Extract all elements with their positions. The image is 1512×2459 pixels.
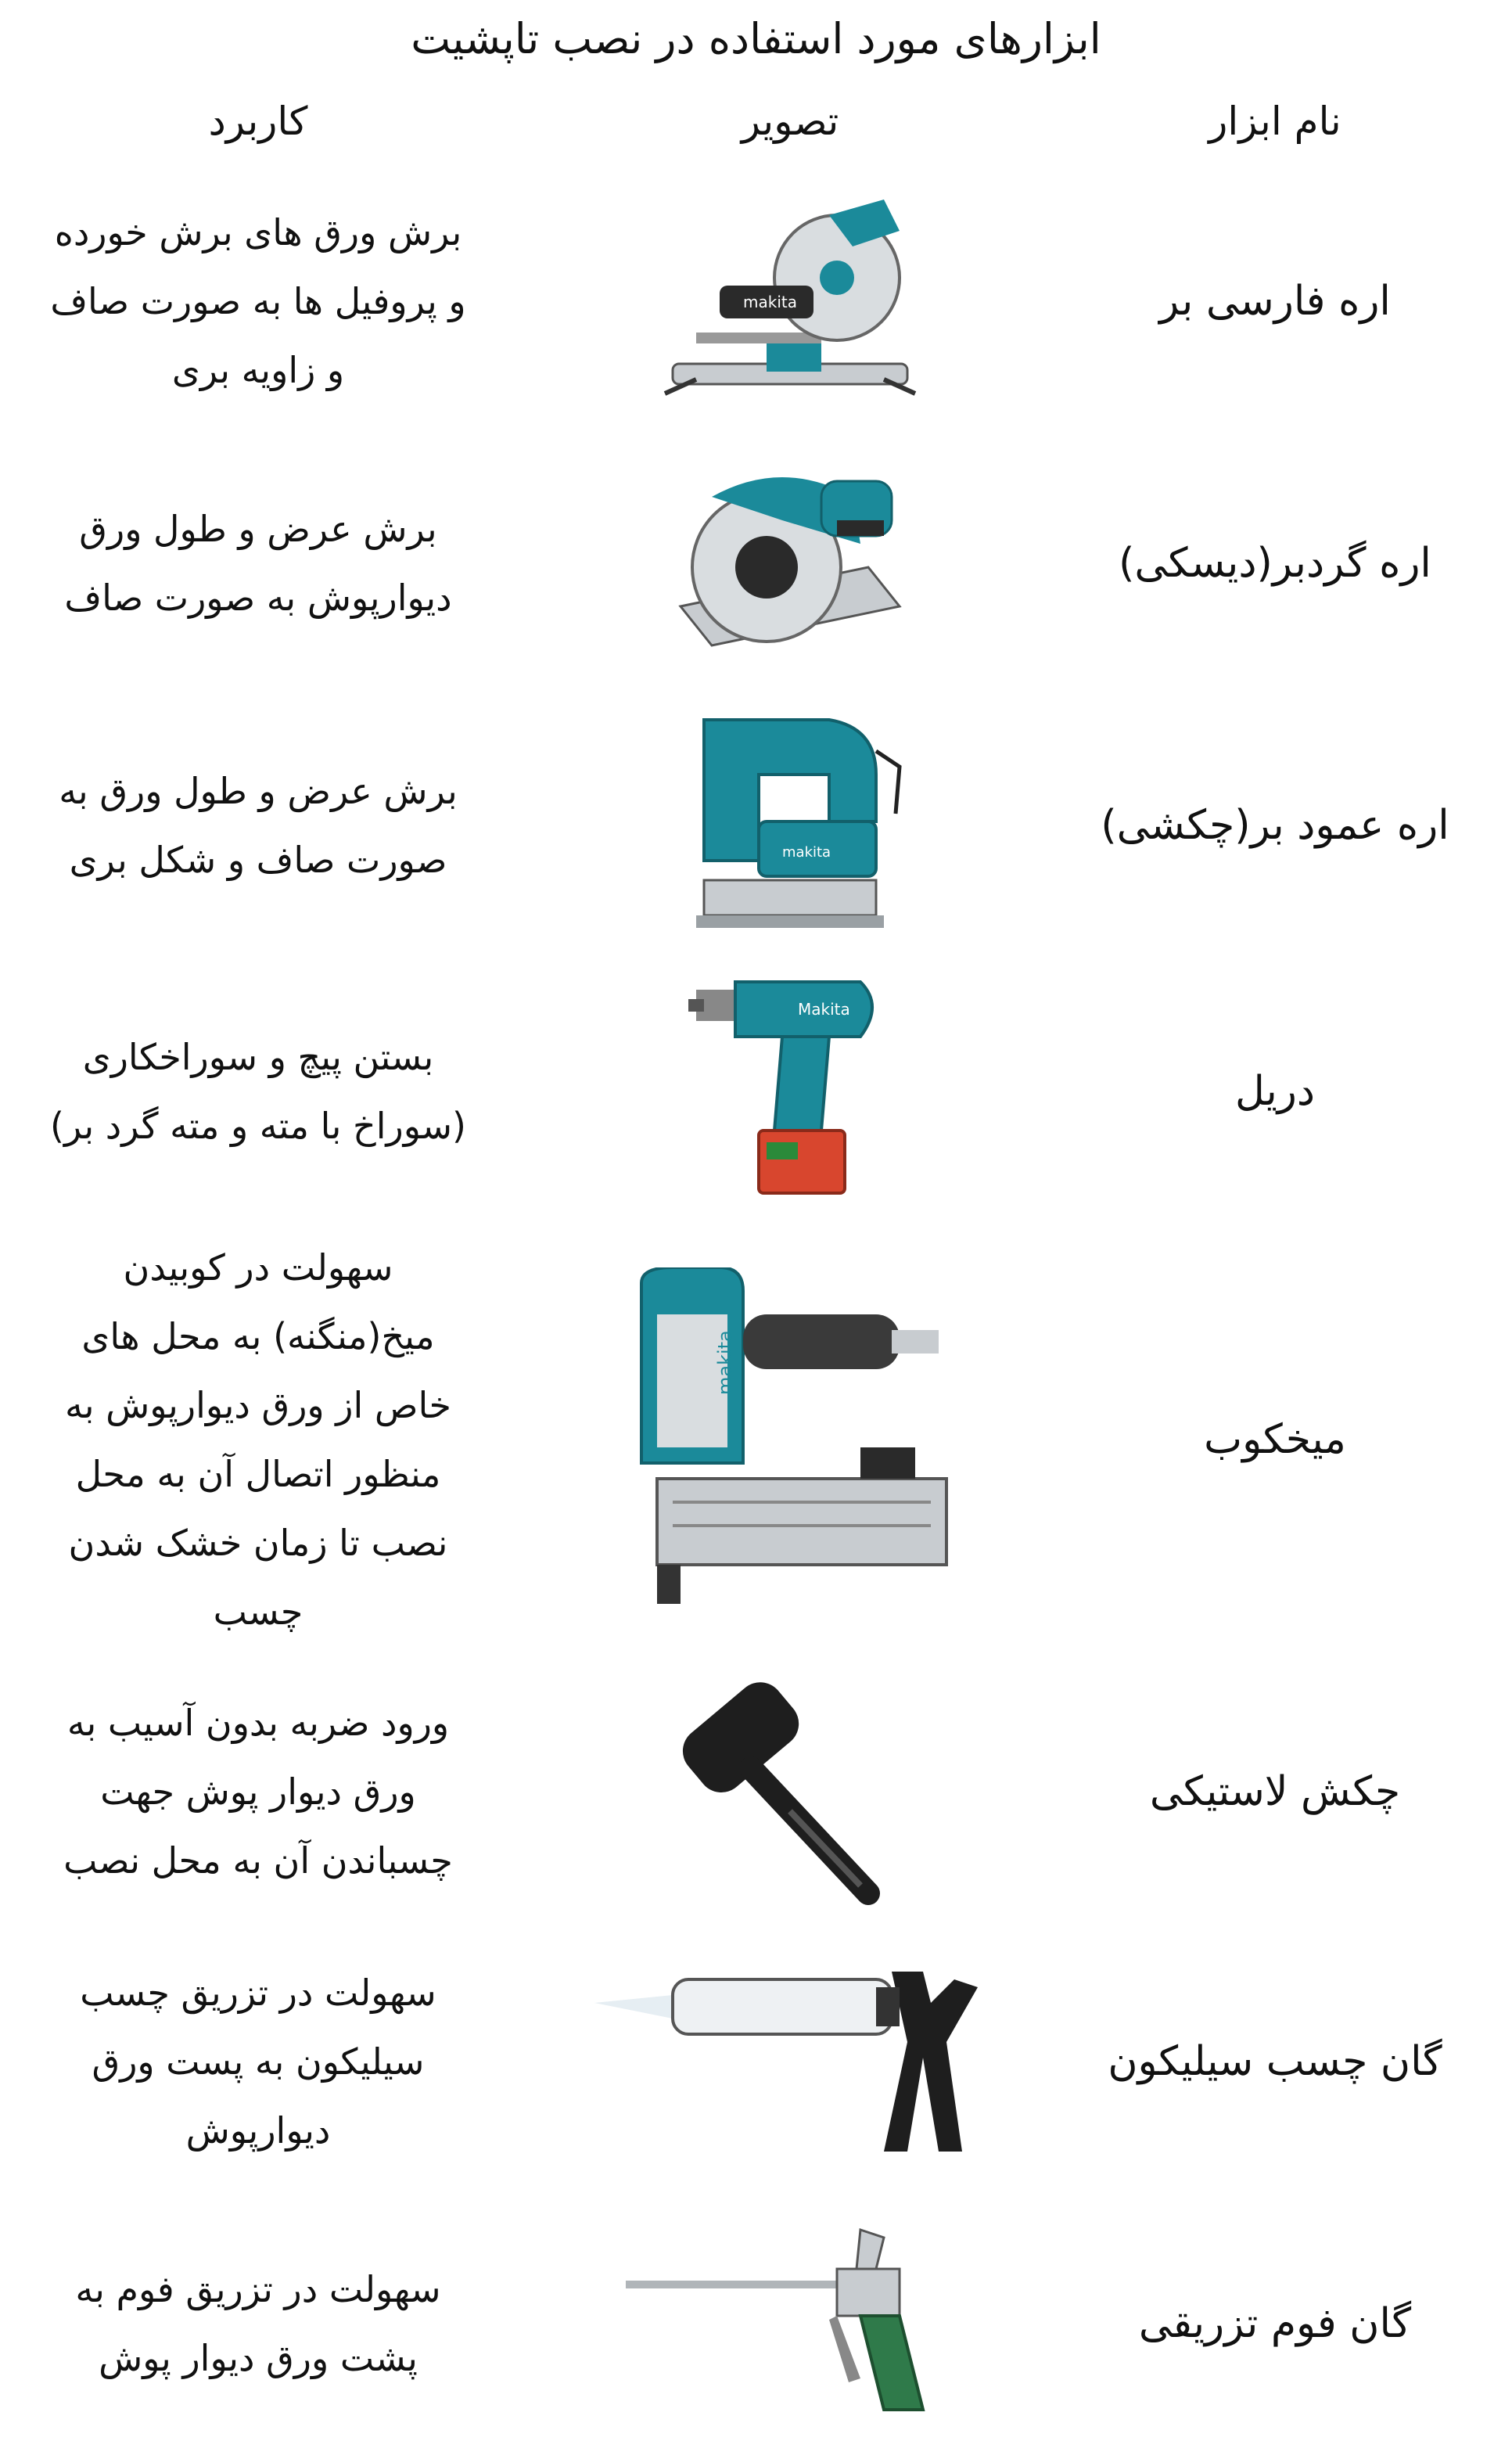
usage-line: برش عرض و طول ورق به <box>59 770 458 812</box>
tool-row-circular-saw <box>0 438 1512 688</box>
usage-line: نصب تا زمان خشک شدن <box>68 1522 448 1564</box>
tool-name: اره عمود بر(چکشی) <box>1101 802 1449 849</box>
usage-line: میخ(منگنه) به محل های <box>81 1315 435 1357</box>
jigsaw-icon <box>548 696 1033 954</box>
usage-line: و پروفیل ها به صورت صاف <box>50 280 466 322</box>
foam-gun-icon <box>548 2206 1033 2441</box>
usage-line: چسباندن آن به محل نصب <box>63 1839 453 1882</box>
tool-usage <box>8 2206 508 2441</box>
tool-name: میخکوب <box>1204 1416 1346 1463</box>
svg-text:Makita: Makita <box>798 1000 850 1019</box>
usage-line: بستن پیچ و سوراخکاری <box>82 1036 434 1078</box>
tool-usage <box>8 1659 508 1925</box>
usage-line: ورود ضربه بدون آسیب به <box>66 1702 450 1744</box>
usage-line: برش ورق های برش خورده <box>54 211 462 253</box>
usage-line: سهولت در تزریق فوم به <box>75 2268 441 2310</box>
tool-name: گان فوم تزریقی <box>1138 2300 1412 2347</box>
tool-name: اره گردبر(دیسکی) <box>1119 540 1431 587</box>
header-usage: کاربرد <box>208 99 308 144</box>
tool-usage <box>8 962 508 1221</box>
tool-row-nail-gun <box>0 1228 1512 1651</box>
usage-line: سیلیکون به پست ورق <box>92 2040 425 2083</box>
usage-line: صورت صاف و شکل بری <box>69 839 447 881</box>
tool-usage <box>8 696 508 954</box>
usage-line: برش عرض و طول ورق <box>79 508 437 550</box>
tool-row-miter-saw <box>0 172 1512 430</box>
tool-usage <box>8 438 508 688</box>
tool-usage <box>8 1932 508 2191</box>
header-image: تصویر <box>741 99 839 144</box>
rubber-mallet-icon <box>548 1659 1033 1925</box>
tool-usage <box>8 172 508 430</box>
tool-row-silicone-gun <box>0 1932 1512 2191</box>
tool-row-jigsaw <box>0 696 1512 954</box>
usage-line: و زاویه بری <box>171 349 345 391</box>
miter-saw-icon <box>548 172 1033 430</box>
usage-line: پشت ورق دیوار پوش <box>99 2337 418 2379</box>
drill-icon <box>548 962 1033 1221</box>
usage-line: دیوارپوش به صورت صاف <box>64 577 452 619</box>
page-title: ابزارهای مورد استفاده در نصب تاپشیت <box>411 14 1101 63</box>
tool-row-foam-gun <box>0 2206 1512 2441</box>
svg-text:makita: makita <box>714 1330 736 1395</box>
usage-line: سهولت در تزریق چسب <box>80 1972 436 2014</box>
tool-row-drill <box>0 962 1512 1221</box>
tool-usage <box>8 1228 508 1651</box>
silicone-gun-icon <box>548 1932 1033 2191</box>
tool-name: اره فارسی بر <box>1159 278 1391 325</box>
tool-name: چکش لاستیکی <box>1149 1768 1401 1815</box>
circular-saw-icon <box>548 438 1033 688</box>
svg-text:makita: makita <box>782 844 831 861</box>
svg-text:makita: makita <box>743 293 797 311</box>
usage-line: دیوارپوش <box>185 2109 331 2152</box>
usage-line: سهولت در کوبیدن <box>123 1246 393 1289</box>
usage-line: منظور اتصال آن به محل <box>75 1453 441 1495</box>
usage-line: ورق دیوار پوش جهت <box>100 1771 416 1813</box>
tool-name: گان چسب سیلیکون <box>1108 2038 1442 2085</box>
header-tool-name: نام ابزار <box>1209 99 1341 144</box>
usage-line: (سوراخ با مته و مته گرد بر) <box>50 1105 466 1147</box>
usage-line: خاص از ورق دیوارپوش به <box>65 1384 451 1426</box>
tool-name: دریل <box>1234 1068 1316 1115</box>
usage-line: چسب <box>213 1591 303 1633</box>
tool-row-rubber-mallet <box>0 1659 1512 1925</box>
nail-gun-icon <box>548 1228 1033 1651</box>
